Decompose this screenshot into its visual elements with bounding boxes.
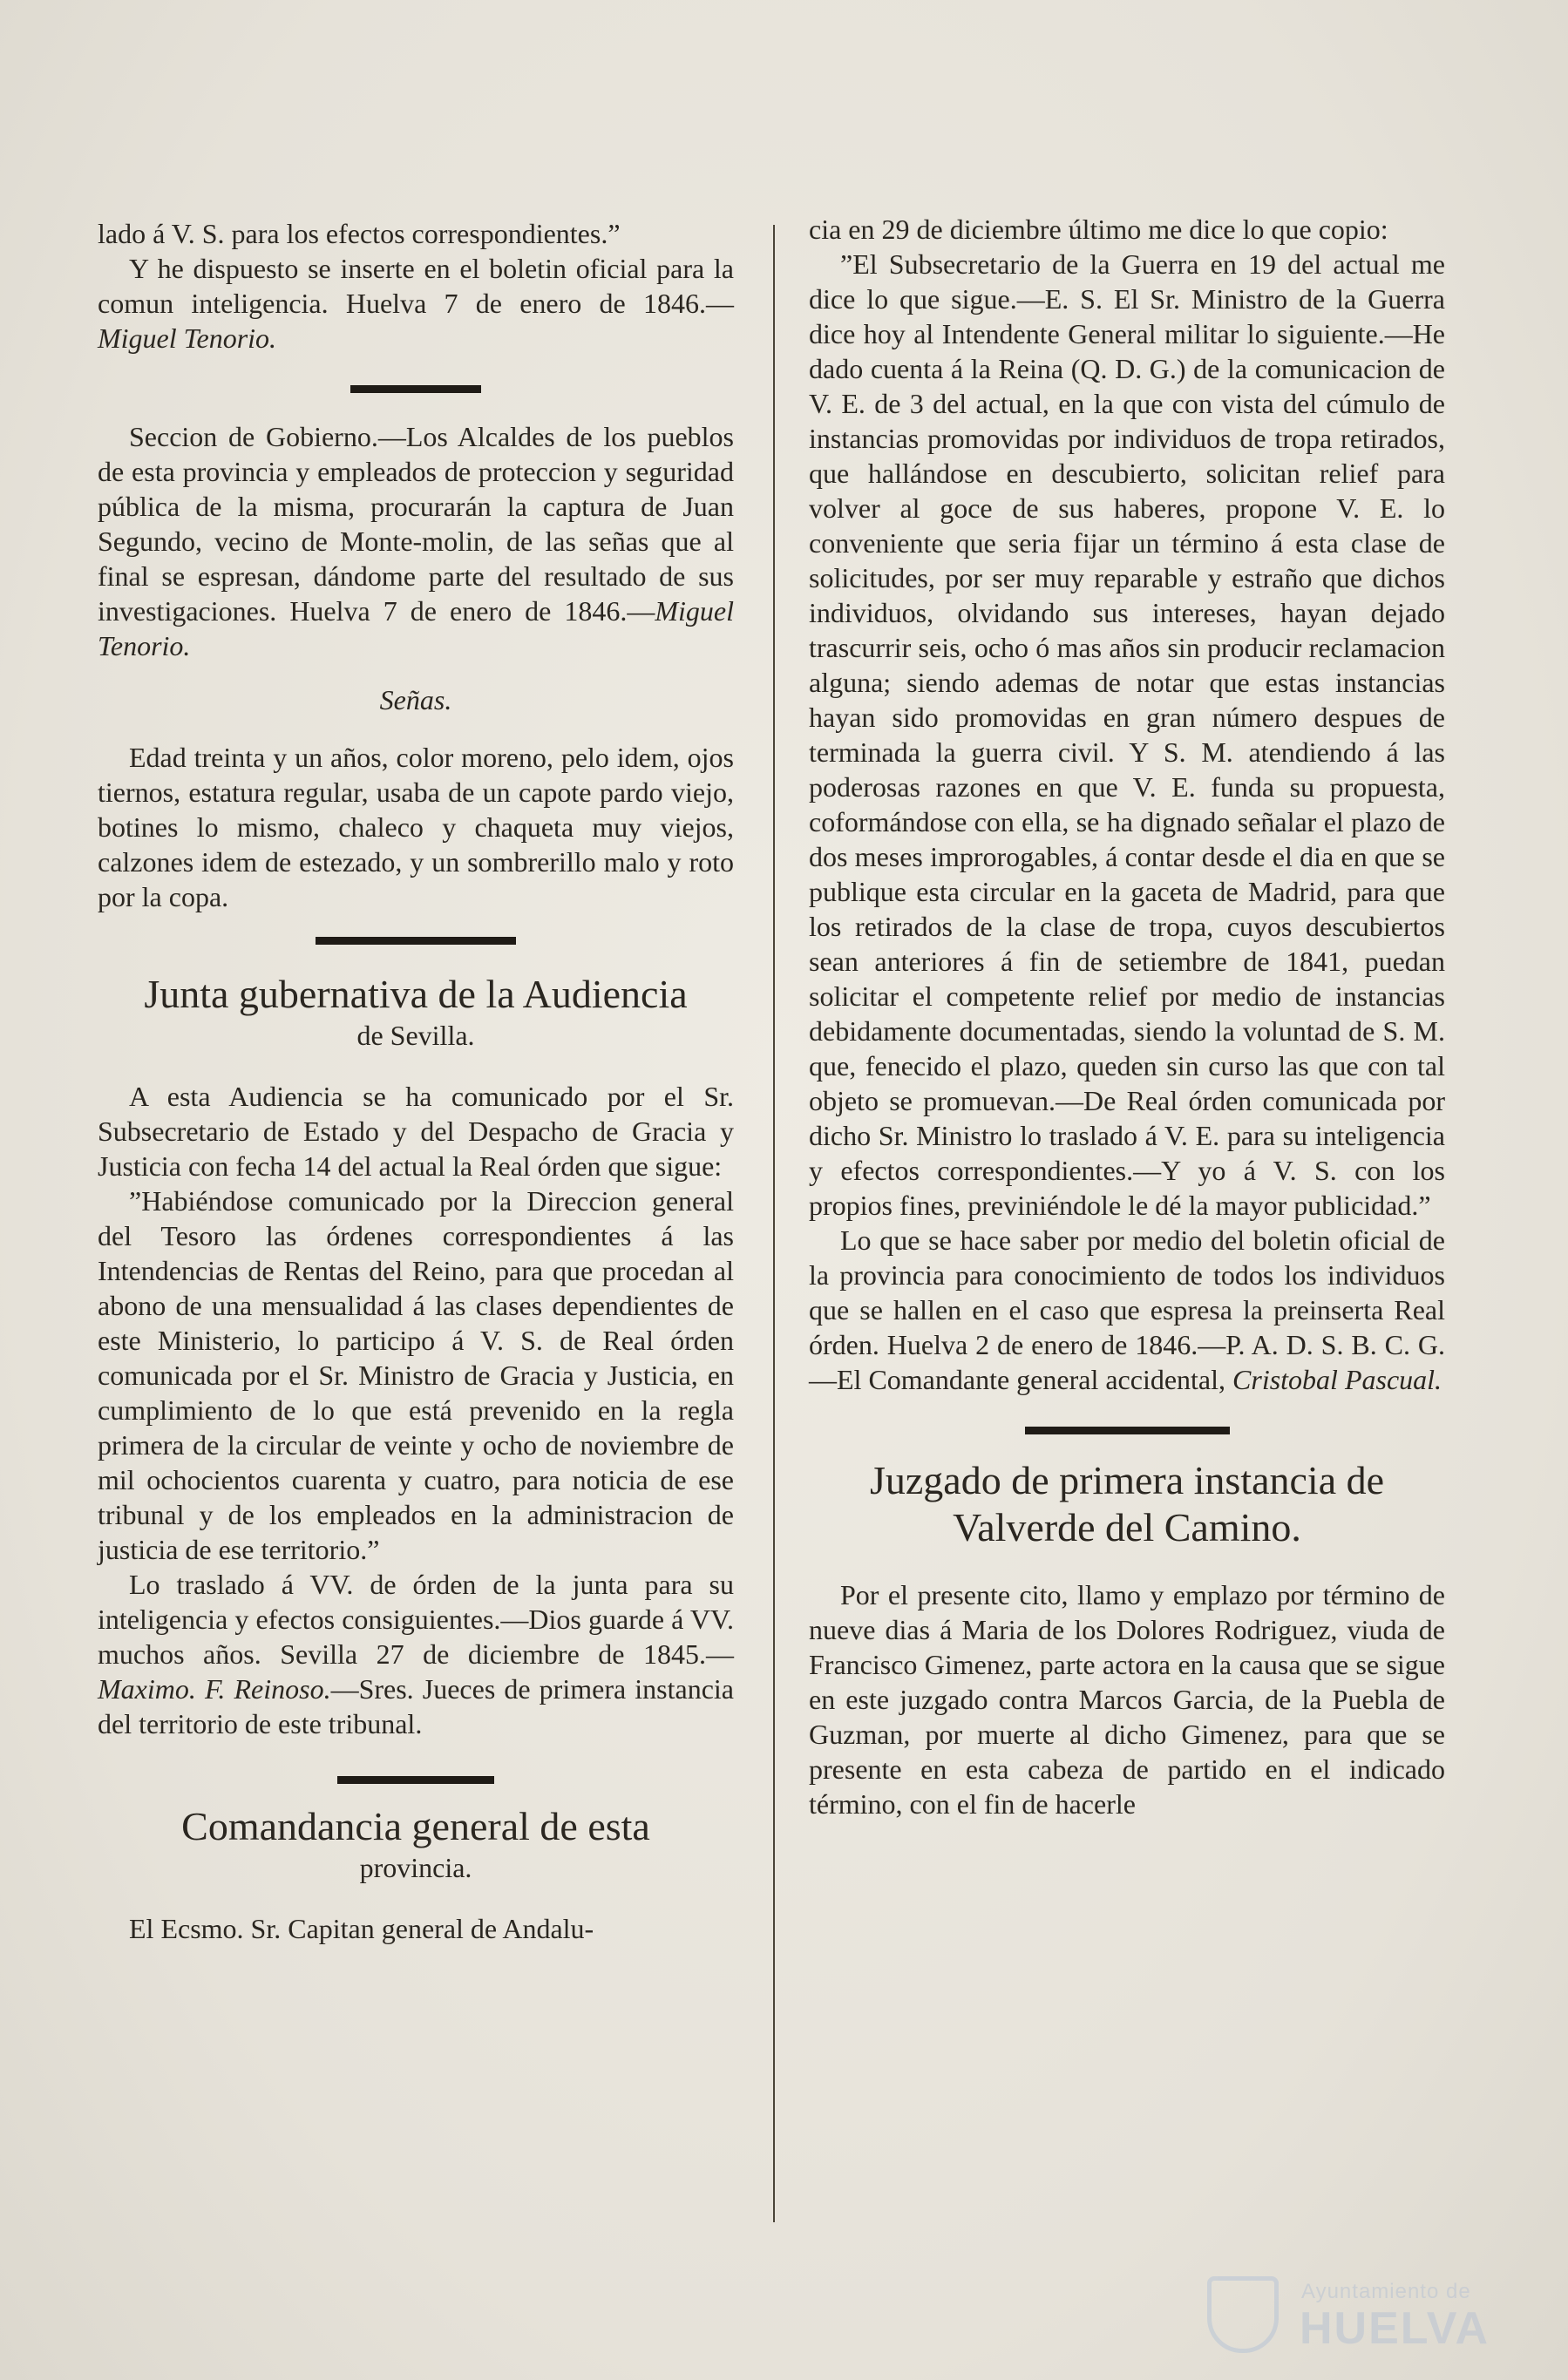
- juzgado-title-line-1: Juzgado de primera instancia de: [869, 1458, 1385, 1502]
- senas-paragraph: Edad treinta y un años, color moreno, pelo idem, ojos tiernos, estatura regular, usaba de un capote pardo viejo, botines lo mismo, chaleco y chaqueta muy viejos, calzones idem de estezado, y un sombrerillo malo y roto por la copa.: [98, 742, 734, 912]
- section-divider: [1025, 1427, 1230, 1434]
- section-divider: [316, 937, 516, 945]
- watermark-line-2: HUELVA: [1300, 2303, 1490, 2354]
- seccion-gobierno-text: Seccion de Gobierno.—Los Alcaldes de los pueblos de esta provincia y empleados de proteccion y seguridad pública de la misma, procurarán la captura de Juan Segundo, vecino de Monte-molin, de las señas que al final se espresan, dándome parte del resultado de sus investigaciones. Huelva 7 de enero de 1846.—: [98, 421, 734, 627]
- comandancia-continuation: cia en 29 de diciembre último me dice lo que copio:: [809, 214, 1388, 245]
- juzgado-title-line-2: Valverde del Camino.: [953, 1505, 1301, 1549]
- junta-p3-text: Lo traslado á VV. de órden de la junta para su inteligencia y efectos consiguientes.—Dios guarde á VV. muchos años. Sevilla 27 de diciembre de 1845.—: [98, 1569, 734, 1670]
- junta-p3-signature: Maximo. F. Reinoso.: [98, 1673, 331, 1705]
- city-shield-icon: [1207, 2276, 1279, 2353]
- right-column: [809, 212, 1445, 1821]
- junta-subtitle: de Sevilla.: [356, 1020, 475, 1051]
- continuation-text: Y he dispuesto se inserte en el boletin oficial para la comun inteligencia. Huelva 7 de enero de 1846.—: [98, 253, 734, 319]
- continuation-line: lado á V. S. para los efectos correspondientes.”: [98, 218, 621, 249]
- ayuntamiento-watermark: [1207, 2276, 1495, 2355]
- continuation-paragraph: [98, 251, 734, 356]
- junta-title: Junta gubernativa de la Audiencia: [144, 972, 688, 1016]
- section-divider: [337, 1776, 494, 1784]
- juzgado-paragraph-1: Por el presente cito, llamo y emplazo por término de nueve dias á Maria de los Dolores Rodriguez, viuda de Francisco Gimenez, parte actora en la causa que se sigue en este juzgado contra Marcos Garcia, de la Puebla de Guzman, por muerte al dicho Gimenez, para que se presente en esta cabeza de partido en el indicado término, con el fin de hacerle: [809, 1579, 1445, 1820]
- seccion-gobierno-paragraph: [98, 419, 734, 663]
- column-divider: [773, 225, 775, 2222]
- seccion-gobierno-signature: Miguel Tenorio.: [98, 595, 734, 661]
- junta-p3-end: —Sres. Jueces de primera instancia del territorio de este tribunal.: [98, 1673, 734, 1739]
- comandancia-title: Comandancia general de esta: [181, 1804, 650, 1848]
- section-divider: [350, 385, 481, 393]
- continuation-signature: Miguel Tenorio.: [98, 322, 277, 354]
- comandancia-paragraph-1: El Ecsmo. Sr. Capitan general de Andalu-: [129, 1913, 594, 1944]
- comandancia-closing-text: Lo que se hace saber por medio del boletin oficial de la provincia para conocimiento de todos los individuos que se hallen en el caso que espresa la preinserta Real órden. Huelva 2 de enero de 1846.—P. A. D. S. B. C. G. —El Comandante general accidental,: [809, 1224, 1445, 1395]
- junta-paragraph-2: ”Habiéndose comunicado por la Direccion general del Tesoro las órdenes correspondientes á las Intendencias de Rentas del Reino, para que procedan al abono de una mensualidad á las clases dependientes de este Ministerio, lo participo á V. S. de Real órden comunicada por el Sr. Ministro de Gracia y Justicia, en cumplimiento de lo que está prevenido en la regla primera de la circular de veinte y ocho de noviembre de mil ochocientos cuarenta y cuatro, para noticia de ese tribunal y de los empleados en la administracion de justicia de ese territorio.”: [98, 1185, 734, 1565]
- comandancia-subtitle: provincia.: [359, 1852, 472, 1883]
- comandancia-closing: [809, 1223, 1445, 1397]
- comandancia-signature: Cristobal Pascual.: [1232, 1364, 1442, 1395]
- junta-paragraph-1: A esta Audiencia se ha comunicado por el Sr. Subsecretario de Estado y del Despacho de Gracia y Justicia con fecha 14 del actual la Real órden que sigue:: [98, 1081, 734, 1182]
- left-column: [98, 216, 734, 1946]
- real-orden-quote: ”El Subsecretario de la Guerra en 19 del actual me dice lo que sigue.—E. S. El Sr. Ministro de la Guerra dice hoy al Intendente General militar lo siguiente.—He dado cuenta á la Reina (Q. D. G.) de la comunicacion de V. E. de 3 del actual, en la que con vista del cúmulo de instancias promovidas por individuos de tropa retirados, que hallándose en descubierto, solicitan relief para volver al goce de sus haberes, propone V. E. lo conveniente que seria fijar un término á esta clase de solicitudes, por ser muy reparable y estraño que dichos individuos, olvidando sus intereses, hayan dejado trascurrir seis, ocho ó mas años sin producir reclamacion alguna; siendo ademas de notar que estas instancias hayan sido promovidas en gran número despues de terminada la guerra civil. Y S. M. atendiendo á las poderosas razones en que V. E. funda su propuesta, coformándose con ella, se ha dignado señalar el plazo de dos meses improrogables, á contar desde el dia en que se publique esta circular en la gaceta de Madrid, para que los retirados de la clase de tropa, cuyos descubiertos sean anteriores á fin de setiembre de 1841, puedan solicitar el competente relief por medio de instancias debidamente documentadas, siendo la voluntad de S. M. que, fenecido el plazo, queden sin curso las que con tal objeto se promuevan.—De Real órden comunicada por dicho Sr. Ministro lo traslado á V. E. para su inteligencia y efectos correspondientes.—Y yo á V. S. con los propios fines, previniéndole le dé la mayor publicidad.”: [809, 248, 1445, 1221]
- watermark-line-1: Ayuntamiento de: [1301, 2280, 1471, 2303]
- senas-heading: Señas.: [379, 684, 452, 715]
- junta-paragraph-3: [98, 1567, 734, 1741]
